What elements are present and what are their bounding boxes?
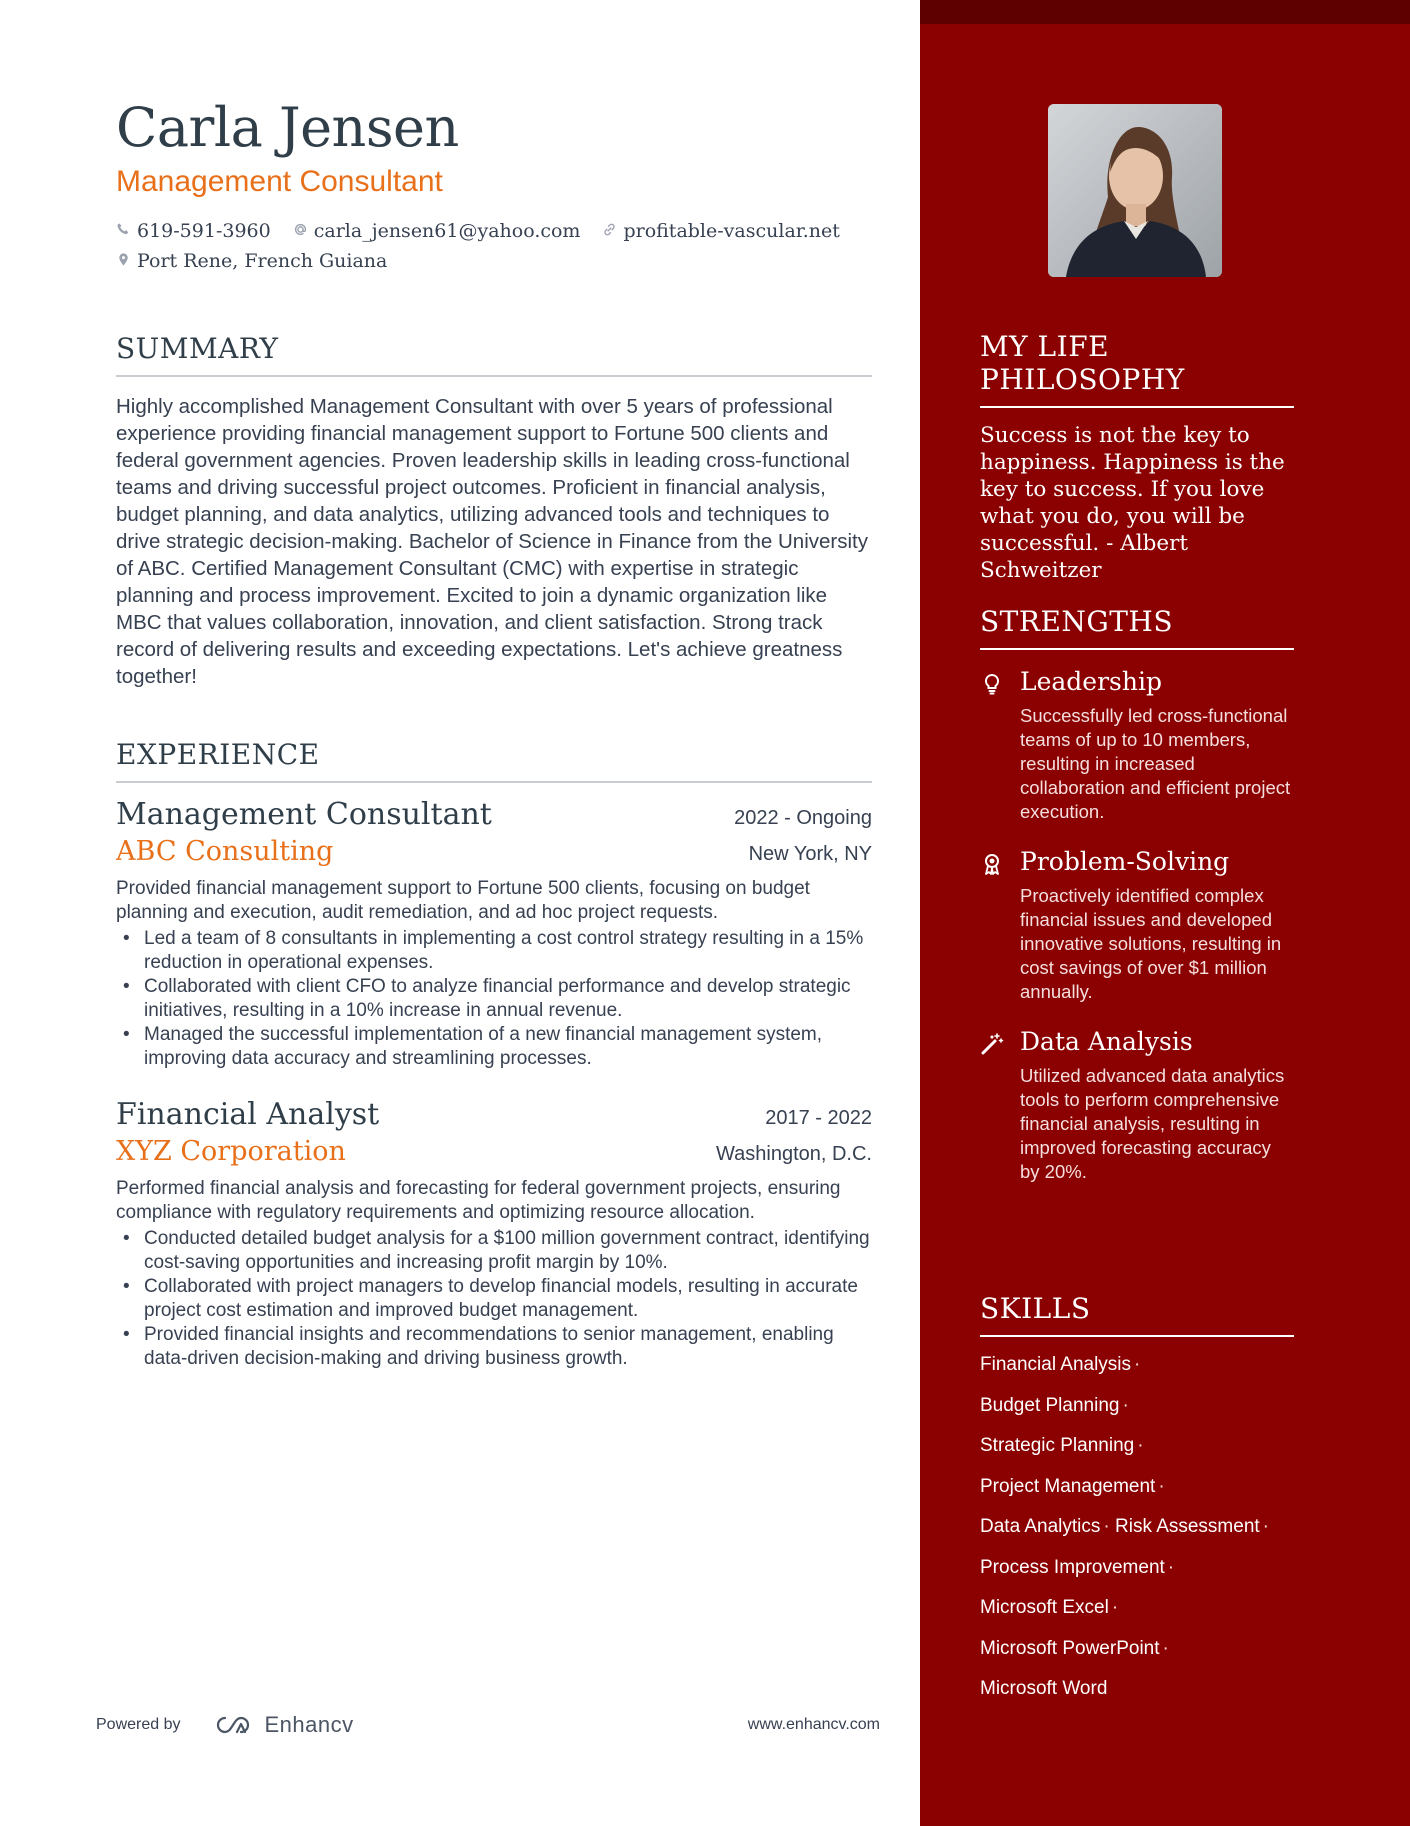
skill-tag: Financial Analysis: [980, 1354, 1132, 1375]
job-company: ABC Consulting: [116, 836, 334, 867]
location-text: Port Rene, French Guiana: [137, 250, 388, 272]
job-entry: [116, 1097, 872, 1371]
enhancv-logo-icon: [207, 1713, 255, 1737]
strength-item: [980, 666, 1294, 824]
main-column: [116, 96, 872, 1371]
strength-title: Leadership: [1020, 667, 1162, 696]
job-company: XYZ Corporation: [116, 1136, 346, 1167]
location-pin-icon: [116, 246, 131, 276]
website-text: profitable-vascular.net: [623, 220, 840, 242]
phone-icon: [116, 216, 131, 246]
strength-description: Utilized advanced data analytics tools to perform comprehensive financial analysis, resulting in improved forecasting accuracy by 20%.: [1020, 1065, 1285, 1182]
skill-tag: Project Management: [980, 1475, 1156, 1497]
location-contact: [116, 246, 387, 276]
skill-tag: Microsoft Word: [980, 1678, 1108, 1699]
sidebar-top-band: [920, 0, 1410, 24]
award-icon: [980, 852, 1004, 876]
job-title: Financial Analyst: [116, 1097, 380, 1132]
link-icon: [602, 216, 617, 246]
job-bullets: [116, 927, 872, 1071]
enhancv-brand-text: Enhancv: [264, 1712, 354, 1737]
skills-list: Financial Analysis · Budget Planning · Strategic Planning · Project Management · Data Analytics · Risk Assessment · Process Improvement · Microsoft Excel · Microsoft PowerPoint · Microsoft Word: [980, 1354, 1269, 1699]
skills-heading: SKILLS: [980, 1292, 1294, 1337]
summary-heading: SUMMARY: [116, 332, 872, 377]
job-bullet: • Collaborated with project managers to develop financial models, resulting in accurate project cost estimation and improved budget management.: [116, 1275, 872, 1323]
skill-tag: Microsoft Excel: [980, 1597, 1109, 1618]
magic-wand-icon: [980, 1032, 1004, 1056]
job-description: Provided financial management support to Fortune 500 clients, focusing on budget planning and execution, audit remediation, and ad hoc project requests.: [116, 878, 810, 923]
job-location: New York, NY: [748, 843, 872, 865]
strengths-section: [980, 605, 1294, 1184]
candidate-title: Management Consultant: [116, 165, 443, 198]
profile-photo: [1048, 104, 1222, 277]
job-bullet: • Provided financial insights and recommendations to senior management, enabling data-driven decision-making and driving business growth.: [116, 1323, 872, 1371]
strength-description: Proactively identified complex financial issues and developed innovative solutions, resulting in cost savings of over $1 million annually.: [1020, 885, 1282, 1002]
strength-title: Problem-Solving: [1020, 847, 1230, 876]
footer: [96, 1710, 880, 1740]
job-bullets: [116, 1227, 872, 1371]
job-bullet: • Conducted detailed budget analysis for a $100 million government contract, identifying cost-saving opportunities and increasing profit margin by 10%.: [116, 1227, 872, 1275]
skills-section: [980, 1292, 1294, 1710]
strengths-heading: STRENGTHS: [980, 605, 1294, 650]
skill-tag: Risk Assessment: [1115, 1516, 1260, 1537]
footer-url[interactable]: www.enhancv.com: [747, 1716, 880, 1733]
at-icon: [293, 216, 308, 246]
enhancv-logo[interactable]: [207, 1712, 354, 1738]
strength-title: Data Analysis: [1020, 1027, 1193, 1056]
candidate-name: Carla Jensen: [116, 96, 459, 159]
summary-section: [116, 332, 872, 690]
job-title: Management Consultant: [116, 797, 492, 832]
skill-tag: Data Analytics: [980, 1516, 1101, 1537]
experience-heading: EXPERIENCE: [116, 738, 872, 783]
contact-info: [116, 216, 872, 276]
job-location: Washington, D.C.: [716, 1143, 872, 1165]
experience-section: [116, 738, 872, 1371]
email-contact[interactable]: [293, 216, 581, 246]
job-entry: [116, 797, 872, 1071]
phone-contact: [116, 216, 271, 246]
skill-tag: Budget Planning: [980, 1394, 1120, 1416]
powered-by-label: Powered by: [96, 1716, 181, 1733]
job-bullet: • Led a team of 8 consultants in implementing a cost control strategy resulting in a 15% reduction in operational expenses.: [116, 927, 872, 975]
philosophy-quote: Success is not the key to happiness. Happiness is the key to success. If you love what you do, you will be successful. - Albert Schweitzer: [980, 423, 1285, 583]
skill-tag: Microsoft PowerPoint: [980, 1637, 1160, 1659]
email-text: carla_jensen61@yahoo.com: [313, 220, 581, 242]
skill-tag: Process Improvement: [980, 1556, 1165, 1578]
strength-description: Successfully led cross-functional teams of up to 10 members, resulting in increased collaboration and efficient project execution.: [1020, 705, 1291, 822]
summary-text: Highly accomplished Management Consultant with over 5 years of professional experience providing financial management support to Fortune 500 clients and federal government agencies. Proven leadership skills in leading cross-functional teams and driving successful project outcomes. Proficient in financial analysis, budget planning, and data analytics, utilizing advanced tools and techniques to drive strategic decision-making. Bachelor of Science in Finance from the University of ABC. Certified Management Consultant (CMC) with expertise in strategic planning and process improvement. Excited to join a dynamic organization like MBC that values collaboration, innovation, and client satisfaction. Strong track record of delivering results and exceeding expectations. Let's achieve greatness together!: [116, 395, 868, 688]
philosophy-section: [980, 330, 1294, 584]
job-bullet: • Collaborated with client CFO to analyze financial performance and develop strategic initiatives, resulting in a 10% increase in annual revenue.: [116, 975, 872, 1023]
sidebar: [920, 0, 1410, 1826]
job-description: Performed financial analysis and forecasting for federal government projects, ensuring compliance with regulatory requirements and optimizing resource allocation.: [116, 1178, 841, 1223]
phone-text: 619-591-3960: [137, 220, 271, 242]
job-dates: 2017 - 2022: [765, 1107, 872, 1129]
strength-item: [980, 846, 1294, 1004]
website-contact[interactable]: [602, 216, 839, 246]
lightbulb-icon: [980, 672, 1004, 696]
job-dates: 2022 - Ongoing: [734, 807, 872, 829]
philosophy-heading: MY LIFE PHILOSOPHY: [980, 330, 1294, 408]
job-bullet: • Managed the successful implementation of a new financial management system, improving data accuracy and streamlining processes.: [116, 1023, 872, 1071]
skill-tag: Strategic Planning: [980, 1435, 1135, 1456]
strength-item: [980, 1026, 1294, 1184]
